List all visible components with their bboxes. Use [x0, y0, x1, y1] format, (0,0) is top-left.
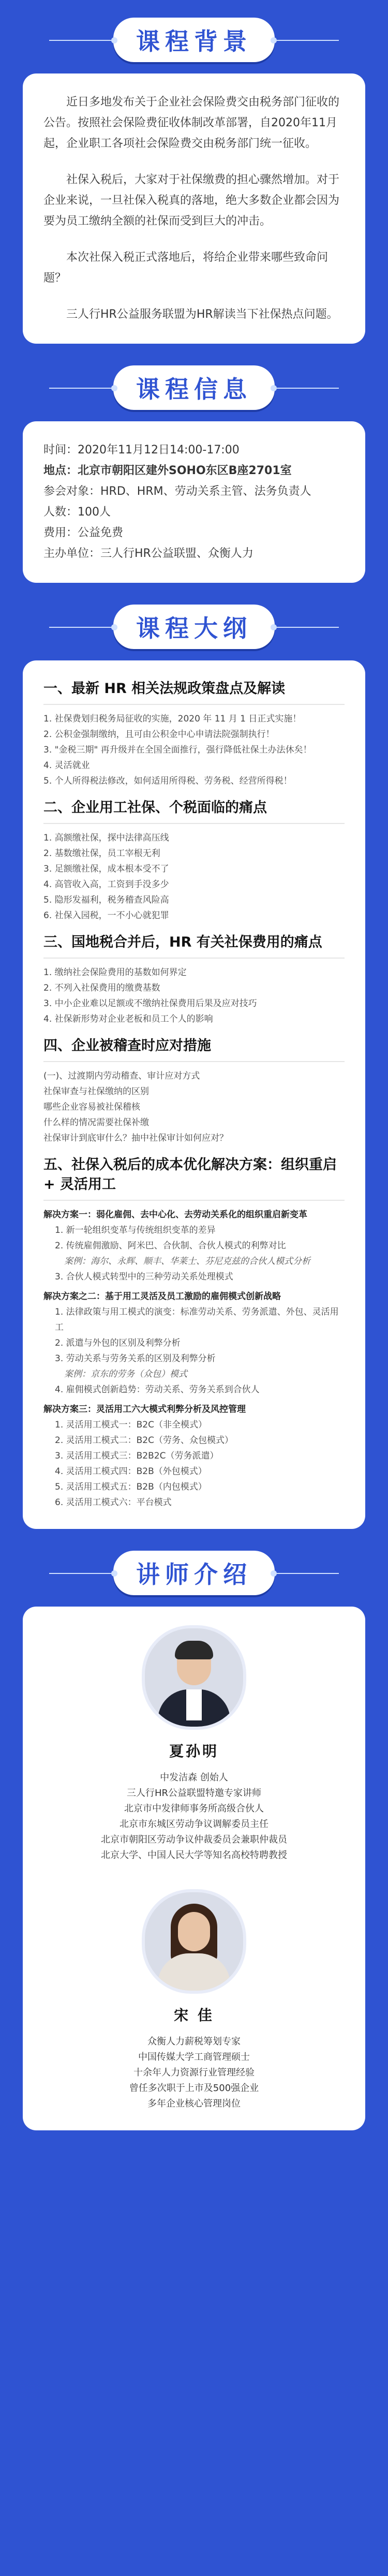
- lecturer-1-name: 夏孙明: [169, 1743, 219, 1760]
- list-item: 3. "金税三期" 再升级并在全国全面推行，强行降低社保土办法休矣！: [43, 745, 312, 755]
- background-paragraph-4: 三人行HR公益服务联盟为HR解读当下社保热点问题。: [66, 308, 338, 321]
- background-paragraph-1: 近日多地发布关于企业社会保险费交由税务部门征收的公告。按照社会保险费征收体制改革部署，自2020年11月起，企业职工各项社会保险费交由税务部门统一征收。: [43, 96, 340, 150]
- title-dot-right: [271, 37, 277, 43]
- list-item: 1. 灵活用工模式一：B2C（非全模式）: [55, 1420, 207, 1430]
- lecturer-1-line: 北京大学、中国人民大学等知名高校特聘教授: [101, 1850, 287, 1861]
- list-item: 什么样的情况需要社保补缴: [43, 1117, 149, 1128]
- title-dot-left: [111, 1570, 117, 1577]
- lecturers-card: [23, 1607, 365, 2130]
- info-fee: 费用：公益免费: [43, 526, 124, 539]
- lecturer-2-name: 宋 佳: [174, 2007, 214, 2024]
- list-item: 5. 个人所得税法修改，如何适用所得税、劳务税、经营所得税！: [43, 776, 292, 786]
- case-note: 案例：京东的劳务（众包）模式: [64, 1369, 187, 1379]
- list-item: 6. 社保入园税，一不小心就犯罪: [43, 910, 169, 921]
- title-dot-right: [271, 1570, 277, 1577]
- section-title-background: [0, 11, 388, 68]
- avatar-shirt: [186, 1689, 202, 1720]
- module-4-title: 四、企业被稽查时应对措施: [43, 1038, 211, 1054]
- lecturer-2-line: 曾任多次职于上市及500强企业: [129, 2083, 259, 2094]
- module-divider: [43, 1200, 345, 1201]
- background-paragraph-3: 本次社保入税正式落地后，将给企业带来哪些致命问题？: [43, 251, 329, 285]
- lecturer-1-line: 中发洁森 创始人: [160, 1772, 228, 1783]
- list-item: 4. 灵活用工模式四：B2B（外包模式）: [55, 1466, 207, 1477]
- module-5-title: 五、社保入税后的成本优化解决方案：组织重启 + 灵活用工: [43, 1157, 337, 1193]
- module-2-title: 二、企业用工社保、个税面临的痛点: [43, 800, 267, 816]
- list-item: 4. 社保新形势对企业老板和员工个人的影响: [43, 1014, 213, 1024]
- info-audience: 参会对象：HRD、HRM、劳动关系主管、法务负责人: [43, 485, 311, 498]
- title-line-left: [49, 627, 111, 628]
- list-item: 1. 高额缴社保，探中法律高压线: [43, 833, 169, 843]
- list-item: 2. 传统雇佣激励、阿米巴、合伙制、合伙人模式的利弊对比: [55, 1241, 286, 1251]
- section-title-label: 课程背景: [113, 18, 275, 62]
- module-divider: [43, 1061, 345, 1062]
- list-item: (一)、过渡期内劳动稽查、审计应对方式: [43, 1071, 200, 1081]
- title-dot-left: [111, 385, 117, 391]
- list-item: 6. 灵活用工模式六：平台模式: [55, 1497, 172, 1508]
- title-line-right: [277, 40, 339, 41]
- info-card: [23, 421, 365, 583]
- section-title-outline: [0, 598, 388, 655]
- avatar-body: [158, 1953, 230, 1994]
- info-place: 地点：北京市朝阳区建外SOHO东区B座2701室: [43, 464, 292, 477]
- plan-1-title: 解决方案一：弱化雇佣、去中心化、去劳动关系化的组织重启新变革: [43, 1210, 307, 1220]
- list-item: 1. 社保费划归税务局征收的实施，2020 年 11 月 1 日正式实施！: [43, 714, 302, 724]
- title-line-left: [49, 388, 111, 389]
- list-item: 3. 足额缴社保，成本根本受不了: [43, 864, 169, 874]
- avatar-head: [178, 1912, 210, 1951]
- plan-2-title: 解决方案之二：基于用工灵活及员工激励的雇佣模式创新战略: [43, 1291, 281, 1302]
- title-dot-left: [111, 624, 117, 630]
- background-card: [23, 73, 365, 344]
- list-item: 5. 隐形发福利，税务稽查风险高: [43, 895, 169, 905]
- list-item: 4. 雇佣模式创新趋势：劳动关系、劳务关系到合伙人: [55, 1385, 260, 1395]
- section-title-label: 课程大纲: [113, 605, 275, 649]
- module-divider: [43, 823, 345, 824]
- title-line-left: [49, 40, 111, 41]
- list-item: 1. 缴纳社会保险费用的基数如何界定: [43, 967, 187, 978]
- background-paragraph-2: 社保入税后，大家对于社保缴费的担心骤然增加。对于企业来说，一旦社保入税真的落地，绝大多数企业都会因为要为员工缴纳全额的社保而受到巨大的冲击。: [43, 173, 340, 228]
- list-item: 哪些企业容易被社保稽核: [43, 1102, 140, 1112]
- title-dot-right: [271, 624, 277, 630]
- list-item: 1. 新一轮组织变革与传统组织变革的差异: [55, 1225, 216, 1235]
- section-title-label: 课程信息: [113, 365, 275, 410]
- lecturer-1-line: 北京市中发律师事务所高级合伙人: [124, 1803, 264, 1814]
- list-item: 5. 灵活用工模式五：B2B（内包模式）: [55, 1482, 207, 1492]
- list-item: 1. 法律政策与用工模式的演变：标准劳动关系、劳务派遣、外包、灵活用工: [55, 1307, 339, 1333]
- section-title-lecturers: [0, 1544, 388, 1601]
- list-item: 社保审计到底审什么？抽中社保审计如何应对？: [43, 1133, 228, 1143]
- section-title-info: [0, 359, 388, 416]
- module-3-title: 三、国地税合并后，HR 有关社保费用的痛点: [43, 934, 322, 950]
- list-item: 4. 高管收入高，工资到手没多少: [43, 879, 169, 890]
- list-item: 3. 灵活用工模式三：B2B2C（劳务派遣）: [55, 1451, 219, 1461]
- title-line-right: [277, 388, 339, 389]
- info-time: 时间：2020年11月12日14:00-17:00: [43, 444, 240, 457]
- lecturer-1-line: 北京市朝阳区劳动争议仲裁委员会兼职仲裁员: [101, 1834, 287, 1845]
- info-host: 主办单位：三人行HR公益联盟、众衡人力: [43, 547, 253, 560]
- title-dot-right: [271, 385, 277, 391]
- lecturer-gap: [43, 1863, 345, 1889]
- lecturer-1-line: 北京市东城区劳动争议调解委员主任: [120, 1819, 268, 1830]
- list-item: 3. 合伙人模式转型中的三种劳动关系处理模式: [55, 1272, 233, 1282]
- list-item: 2. 公积金强制缴纳，且可由公积金中心申请法院强制执行！: [43, 729, 275, 740]
- info-count: 人数：100人: [43, 506, 111, 519]
- module-1-title: 一、最新 HR 相关法规政策盘点及解读: [43, 681, 286, 697]
- list-item: 2. 派遣与外包的区别及利弊分析: [55, 1338, 181, 1348]
- title-dot-left: [111, 37, 117, 43]
- list-item: 2. 不列入社保费用的缴费基数: [43, 983, 160, 993]
- title-line-left: [49, 1573, 111, 1574]
- section-title-label: 讲师介绍: [113, 1551, 275, 1595]
- list-item: 3. 中小企业难以足额或不缴纳社保费用后果及应对技巧: [43, 998, 257, 1009]
- title-line-right: [277, 1573, 339, 1574]
- outline-card: [23, 660, 365, 1529]
- lecturer-2-line: 多年企业核心管理岗位: [147, 2098, 241, 2109]
- lecturer-2-avatar: [142, 1889, 246, 1994]
- list-item: 2. 基数缴社保，员工宰根无利: [43, 848, 160, 859]
- list-item: 2. 灵活用工模式二：B2C（劳务、众包模式）: [55, 1435, 233, 1446]
- avatar-hair: [175, 1641, 213, 1659]
- plan-3-title: 解决方案三：灵活用工六大模式利弊分析及风控管理: [43, 1404, 246, 1415]
- lecturer-2-line: 众衡人力薪税筹划专家: [147, 2036, 241, 2047]
- list-item: 4. 灵活就业: [43, 760, 90, 771]
- lecturer-1-line: 三人行HR公益联盟特邀专家讲师: [126, 1788, 262, 1799]
- lecturer-2-line: 中国传媒大学工商管理硕士: [138, 2052, 250, 2063]
- lecturer-1-avatar: [142, 1625, 246, 1730]
- module-divider: [43, 704, 345, 705]
- title-line-right: [277, 627, 339, 628]
- list-item: 3. 劳动关系与劳务关系的区别及利弊分析: [55, 1353, 216, 1364]
- module-divider: [43, 958, 345, 959]
- lecturer-2-line: 十余年人力资源行业管理经验: [133, 2067, 255, 2078]
- list-item: 社保审查与社保缴纳的区别: [43, 1086, 149, 1097]
- case-note: 案例：海尔、永辉、顺丰、华莱士、芬尼克兹的合伙人模式分析: [64, 1256, 310, 1267]
